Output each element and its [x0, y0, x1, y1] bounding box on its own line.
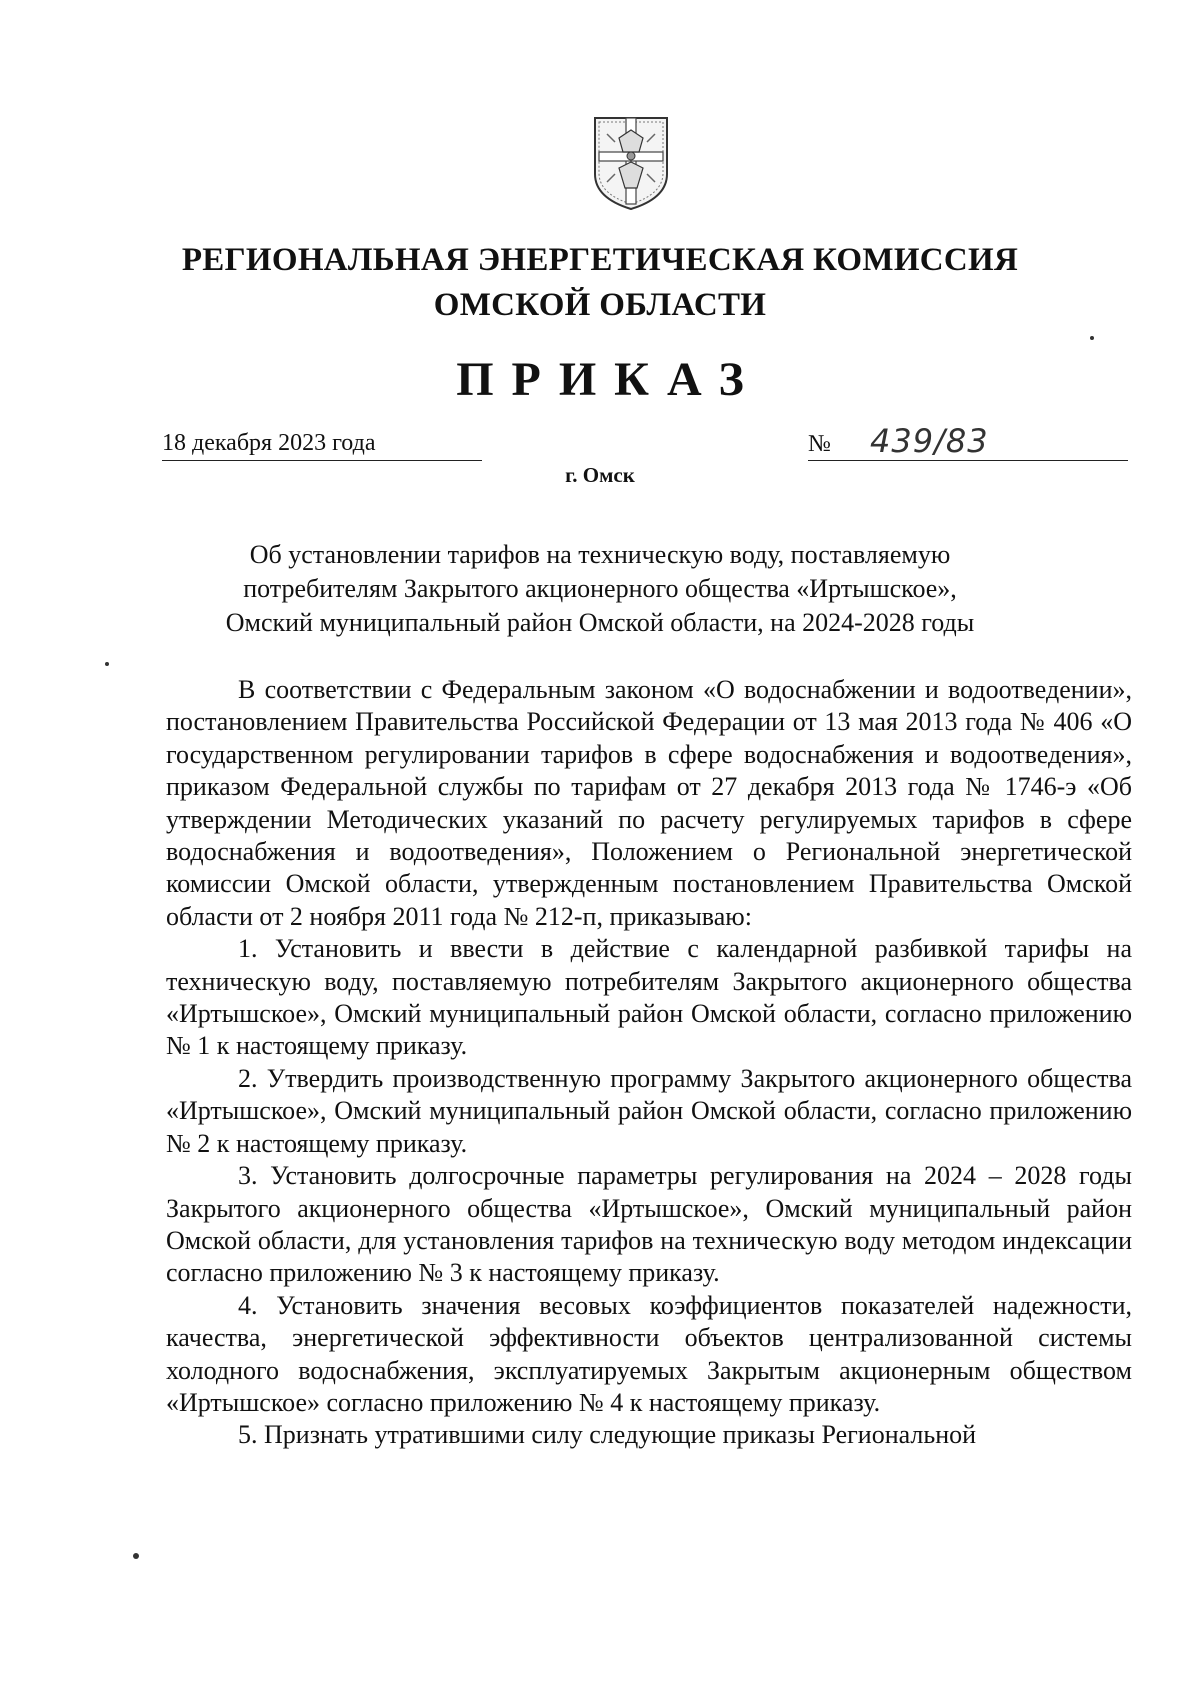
- order-item-1: 1. Установить и ввести в действие с календарной разбивкой тарифы на техническую воду, поставляемую потребителям Закрытого акционерного общества «Иртышское», Омский муниципальный район Омской области, согласно приложению № 1 к настоящему приказу.: [166, 934, 1132, 1061]
- coat-of-arms-emblem: [589, 112, 673, 212]
- scan-speck: [1090, 336, 1094, 340]
- document-city: г. Омск: [565, 463, 635, 487]
- document-subject: [200, 538, 1000, 640]
- document-number-handwritten: 439/83: [870, 422, 989, 460]
- scan-speck: [133, 1553, 139, 1559]
- document-body: [166, 674, 1132, 1452]
- document-number-field: [808, 418, 1128, 461]
- document-type-title: ПРИКАЗ: [456, 353, 762, 406]
- number-symbol: №: [808, 431, 831, 457]
- order-item-5: 5. Признать утратившими силу следующие приказы Региональной: [238, 1420, 977, 1450]
- scan-speck: [105, 662, 109, 666]
- document-date: 18 декабря 2023 года: [162, 428, 482, 461]
- subject-line: Об установлении тарифов на техническую воду, поставляемую: [249, 540, 951, 569]
- subject-line: Омский муниципальный район Омской области, на 2024-2028 годы: [225, 608, 975, 637]
- org-name-line1: РЕГИОНАЛЬНАЯ ЭНЕРГЕТИЧЕСКАЯ КОМИССИЯ: [181, 242, 1019, 278]
- order-item-3: 3. Установить долгосрочные параметры регулирования на 2024 – 2028 годы Закрытого акционерного общества «Иртышское», Омский муниципальный район Омской области, для установления тарифов на техническую воду методом индексации согласно приложению № 3 к настоящему приказу.: [166, 1161, 1132, 1288]
- preamble-paragraph: В соответствии с Федеральным законом «О водоснабжении и водоотведении», постановлением Правительства Российской Федерации от 13 мая 2013 года № 406 «О государственном регулировании тарифов в сфере водоснабжения и водоотведения», приказом Федеральной службы по тарифам от 27 декабря 2013 года № 1746-э «Об утверждении Методических указаний по расчету регулируемых тарифов в сфере водоснабжения и водоотведения», Положением о Региональной энергетической комиссии Омской области, утвержденным постановлением Правительства Омской области от 2 ноября 2011 года № 212-п, приказываю:: [166, 675, 1132, 931]
- order-item-2: 2. Утвердить производственную программу Закрытого акционерного общества «Иртышское», Омский муниципальный район Омской области, согласно приложению № 2 к настоящему приказу.: [166, 1063, 1132, 1158]
- order-item-4: 4. Установить значения весовых коэффициентов показателей надежности, качества, энергетической эффективности объектов централизованной системы холодного водоснабжения, эксплуатируемых Закрытым акционерным обществом «Иртышское» согласно приложению № 4 к настоящему приказу.: [166, 1290, 1132, 1417]
- org-name-line2: ОМСКОЙ ОБЛАСТИ: [433, 287, 767, 323]
- subject-line: потребителям Закрытого акционерного общества «Иртышское»,: [243, 574, 957, 603]
